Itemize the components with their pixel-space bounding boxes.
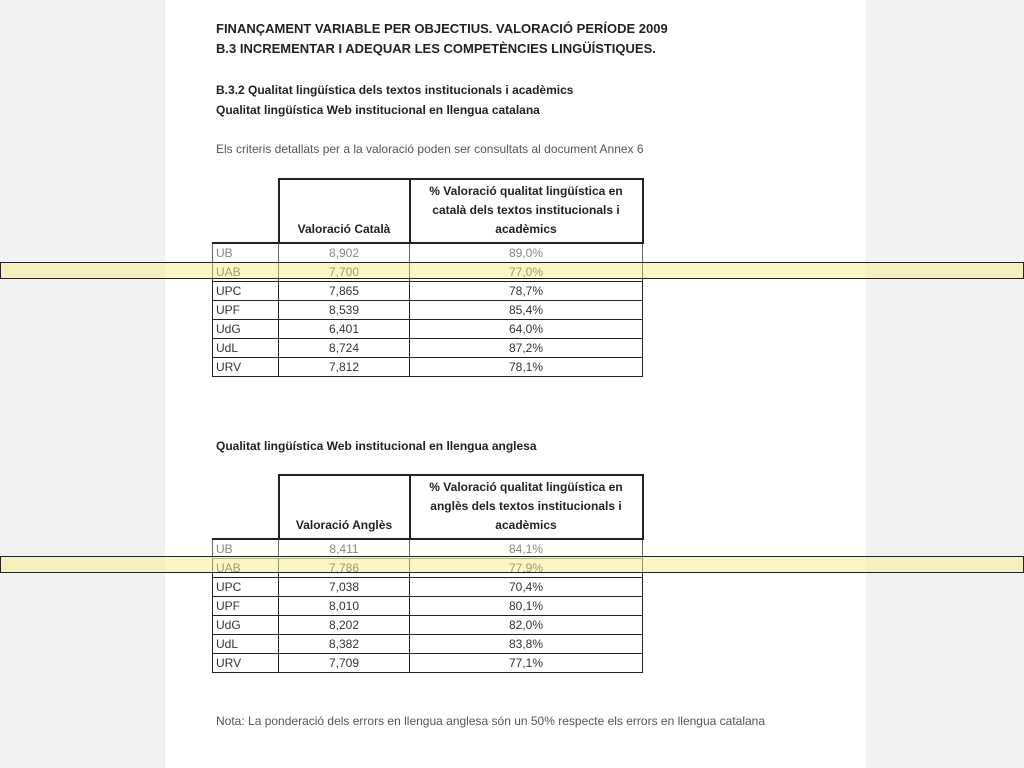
percent-value: 84,1% (410, 539, 643, 559)
percent-value: 80,1% (410, 597, 643, 616)
header-blank-cell (213, 475, 279, 539)
university-name: UdL (213, 339, 279, 358)
university-name: UPC (213, 282, 279, 301)
table-row (213, 635, 643, 654)
percent-value: 89,0% (410, 243, 643, 263)
percent-value: 64,0% (410, 320, 643, 339)
percent-value: 82,0% (410, 616, 643, 635)
percent-value: 70,4% (410, 578, 643, 597)
percent-value: 83,8% (410, 635, 643, 654)
subheading-catalan: Qualitat lingüística Web institucional en llengua catalana (216, 103, 540, 117)
valoracio-value: 7,865 (279, 282, 410, 301)
column-header-percent: % Valoració qualitat lingüística en català dels textos institucionals i acadèmics (410, 179, 643, 243)
valoracio-value: 8,902 (279, 243, 410, 263)
column-header-valoracio: Valoració Anglès (279, 475, 410, 539)
table-row (213, 339, 643, 358)
valoracio-value: 7,038 (279, 578, 410, 597)
university-name: UPF (213, 597, 279, 616)
valoracio-value: 7,812 (279, 358, 410, 377)
valoracio-value: 8,010 (279, 597, 410, 616)
university-name: UdL (213, 635, 279, 654)
valoracio-value: 8,411 (279, 539, 410, 559)
percent-value: 78,7% (410, 282, 643, 301)
percent-value: 87,2% (410, 339, 643, 358)
table-row (213, 616, 643, 635)
highlight-band-ub-english (0, 556, 1024, 573)
valoracio-value: 8,382 (279, 635, 410, 654)
percent-value: 78,1% (410, 358, 643, 377)
university-name: UdG (213, 320, 279, 339)
university-name: URV (213, 654, 279, 673)
table-row (213, 578, 643, 597)
document-subtitle: B.3 INCREMENTAR I ADEQUAR LES COMPETÈNCIES LINGÜÍSTIQUES. (216, 41, 656, 56)
university-name: UB (213, 243, 279, 263)
highlight-band-ub-catalan (0, 262, 1024, 279)
table-row (213, 597, 643, 616)
document-page (165, 0, 866, 768)
table-row (213, 358, 643, 377)
document-title: FINANÇAMENT VARIABLE PER OBJECTIUS. VALORACIÓ PERÍODE 2009 (216, 21, 668, 36)
table-header (213, 179, 643, 243)
header-blank-cell (213, 179, 279, 243)
table-header (213, 475, 643, 539)
valoracio-value: 6,401 (279, 320, 410, 339)
valoracio-value: 8,202 (279, 616, 410, 635)
percent-value: 85,4% (410, 301, 643, 320)
table-row (213, 243, 643, 263)
percent-value: 77,1% (410, 654, 643, 673)
table-row (213, 282, 643, 301)
university-name: UB (213, 539, 279, 559)
university-name: UPF (213, 301, 279, 320)
university-name: UdG (213, 616, 279, 635)
section-heading: B.3.2 Qualitat lingüística dels textos institucionals i acadèmics (216, 83, 574, 97)
university-name: UPC (213, 578, 279, 597)
column-header-valoracio: Valoració Català (279, 179, 410, 243)
criteria-text: Els criteris detallats per a la valoració poden ser consultats al document Annex 6 (216, 142, 644, 156)
table-english (212, 474, 644, 673)
table-row (213, 320, 643, 339)
column-header-percent: % Valoració qualitat lingüística en anglès dels textos institucionals i acadèmics (410, 475, 643, 539)
table-row (213, 654, 643, 673)
table-row (213, 301, 643, 320)
subheading-english: Qualitat lingüística Web institucional en llengua anglesa (216, 439, 537, 453)
university-name: URV (213, 358, 279, 377)
footnote: Nota: La ponderació dels errors en llengua anglesa són un 50% respecte els errors en llengua catalana (216, 714, 766, 728)
valoracio-value: 8,724 (279, 339, 410, 358)
valoracio-value: 7,709 (279, 654, 410, 673)
valoracio-value: 8,539 (279, 301, 410, 320)
